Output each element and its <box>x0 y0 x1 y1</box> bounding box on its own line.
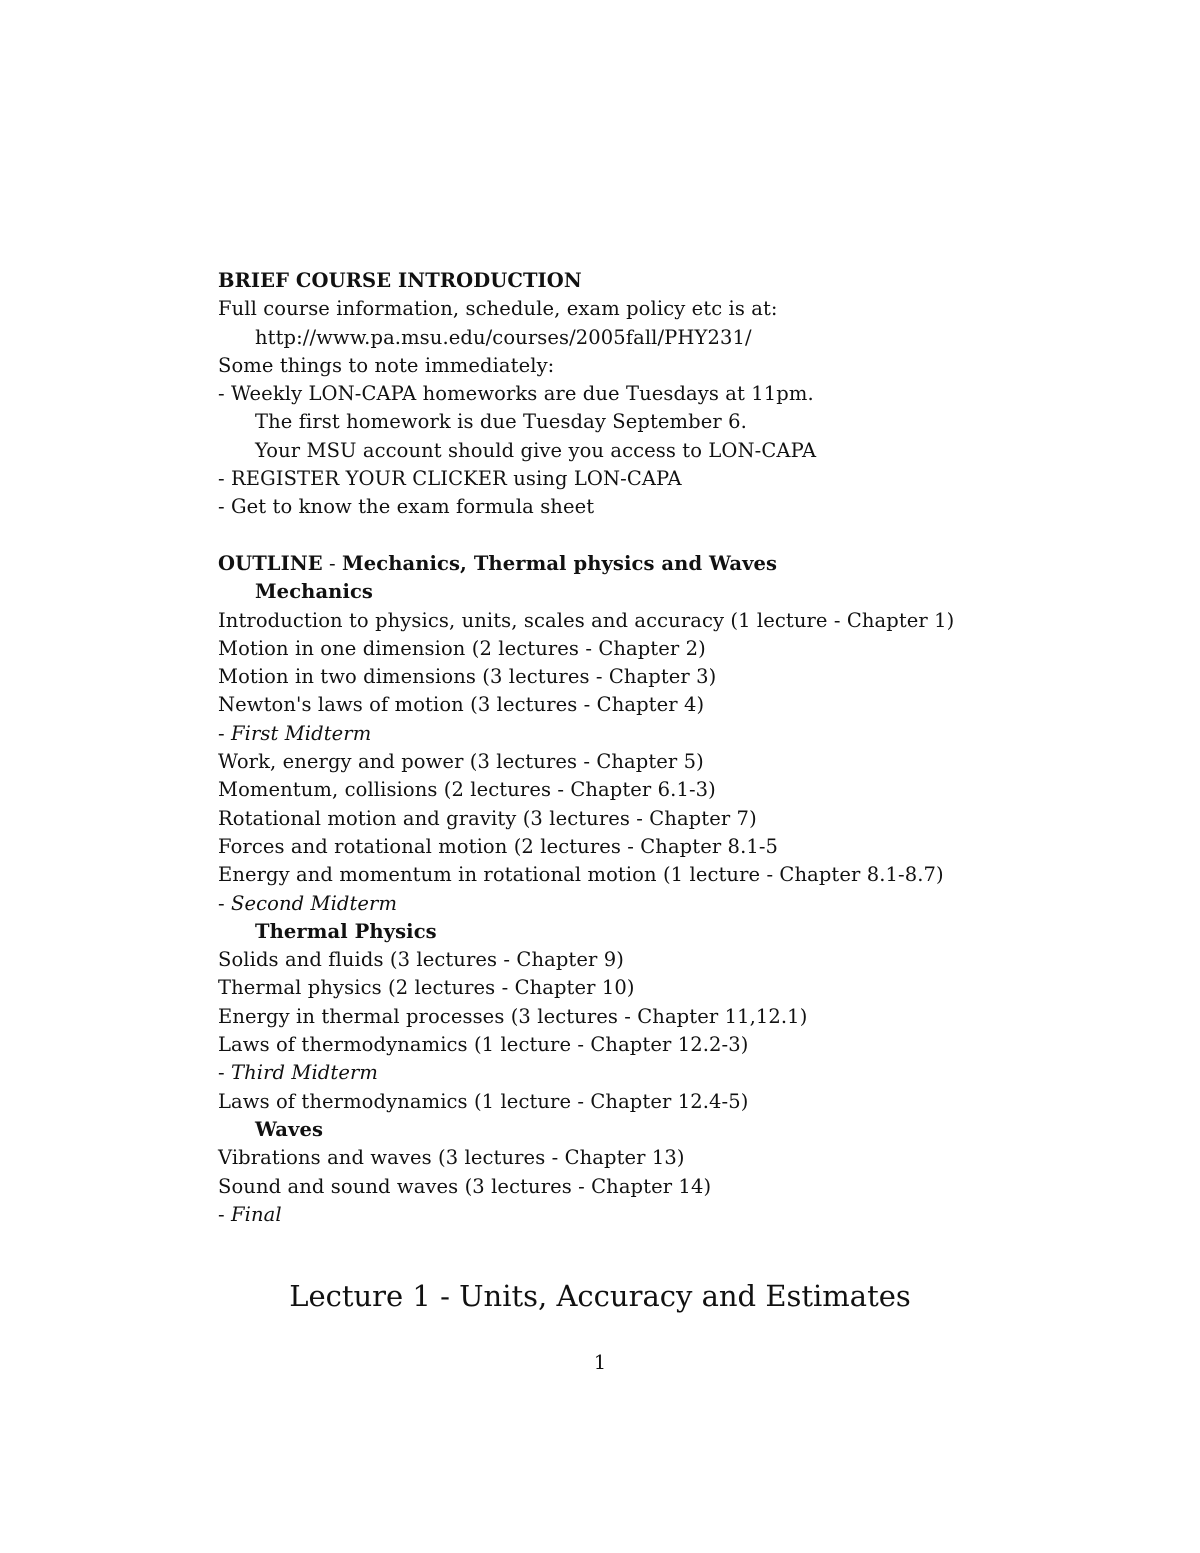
intro-line: Some things to note immediately: <box>218 353 555 377</box>
exam-dash: - <box>218 1202 231 1226</box>
intro-line: The first homework is due Tuesday September 6. <box>255 410 747 434</box>
outline-item: Rotational motion and gravity (3 lectures - Chapter 7) <box>218 806 757 830</box>
outline-item: Thermal physics (2 lectures - Chapter 10) <box>218 976 635 1000</box>
outline-item: Energy in thermal processes (3 lectures - Chapter 11,12.1) <box>218 1004 808 1028</box>
course-url: http://www.pa.msu.edu/courses/2005fall/PHY231/ <box>255 325 752 349</box>
section-title-waves: Waves <box>255 1117 324 1141</box>
outline-item: Energy and momentum in rotational motion (1 lecture - Chapter 8.1-8.7) <box>218 863 944 887</box>
outline-item: Introduction to physics, units, scales and accuracy (1 lecture - Chapter 1) <box>218 608 955 632</box>
exam-label: First Midterm <box>231 721 372 745</box>
outline-heading-dash: - <box>322 551 343 575</box>
exam-label: Second Midterm <box>231 891 398 915</box>
page-content <box>218 267 1118 1229</box>
outline-item: Vibrations and waves (3 lectures - Chapter 13) <box>218 1146 685 1170</box>
exam-label: Final <box>231 1202 282 1226</box>
outline-heading-bold: OUTLINE <box>218 551 323 575</box>
intro-line: Full course information, schedule, exam policy etc is at: <box>218 297 778 321</box>
exam-label: Third Midterm <box>231 1061 378 1085</box>
page-number: 1 <box>593 1351 607 1374</box>
outline-item: Sound and sound waves (3 lectures - Chapter 14) <box>218 1174 712 1198</box>
exam-marker-first-midterm <box>218 720 1118 748</box>
outline-item: Laws of thermodynamics (1 lecture - Chapter 12.2-3) <box>218 1033 749 1057</box>
intro-line: - Weekly LON-CAPA homeworks are due Tuesdays at 11pm. <box>218 382 814 406</box>
exam-dash: - <box>218 1061 231 1085</box>
outline-heading-rest: Mechanics, Thermal physics and Waves <box>342 551 778 575</box>
outline-item: Newton's laws of motion (3 lectures - Chapter 4) <box>218 693 705 717</box>
outline-heading <box>218 550 1118 578</box>
exam-marker-third-midterm <box>218 1059 1118 1087</box>
intro-line: Your MSU account should give you access to LON-CAPA <box>255 438 817 462</box>
intro-line: - REGISTER YOUR CLICKER using LON-CAPA <box>218 467 682 491</box>
outline-item: Motion in one dimension (2 lectures - Chapter 2) <box>218 636 706 660</box>
exam-dash: - <box>218 721 231 745</box>
outline-item: Forces and rotational motion (2 lectures - Chapter 8.1-5 <box>218 834 779 858</box>
section-gap <box>218 522 1118 550</box>
exam-marker-final <box>218 1201 1118 1229</box>
outline-item: Momentum, collisions (2 lectures - Chapter 6.1-3) <box>218 778 716 802</box>
section-title-mechanics: Mechanics <box>255 580 374 604</box>
outline-item: Solids and fluids (3 lectures - Chapter 9) <box>218 948 624 972</box>
outline-item: Work, energy and power (3 lectures - Chapter 5) <box>218 750 704 774</box>
intro-heading: BRIEF COURSE INTRODUCTION <box>218 269 582 292</box>
exam-marker-second-midterm <box>218 890 1118 918</box>
outline-item: Motion in two dimensions (3 lectures - Chapter 3) <box>218 665 717 689</box>
exam-dash: - <box>218 891 231 915</box>
section-title-thermal: Thermal Physics <box>255 919 437 943</box>
lecture-title: Lecture 1 - Units, Accuracy and Estimates <box>289 1279 911 1313</box>
outline-item: Laws of thermodynamics (1 lecture - Chapter 12.4-5) <box>218 1089 749 1113</box>
intro-line: - Get to know the exam formula sheet <box>218 495 595 519</box>
